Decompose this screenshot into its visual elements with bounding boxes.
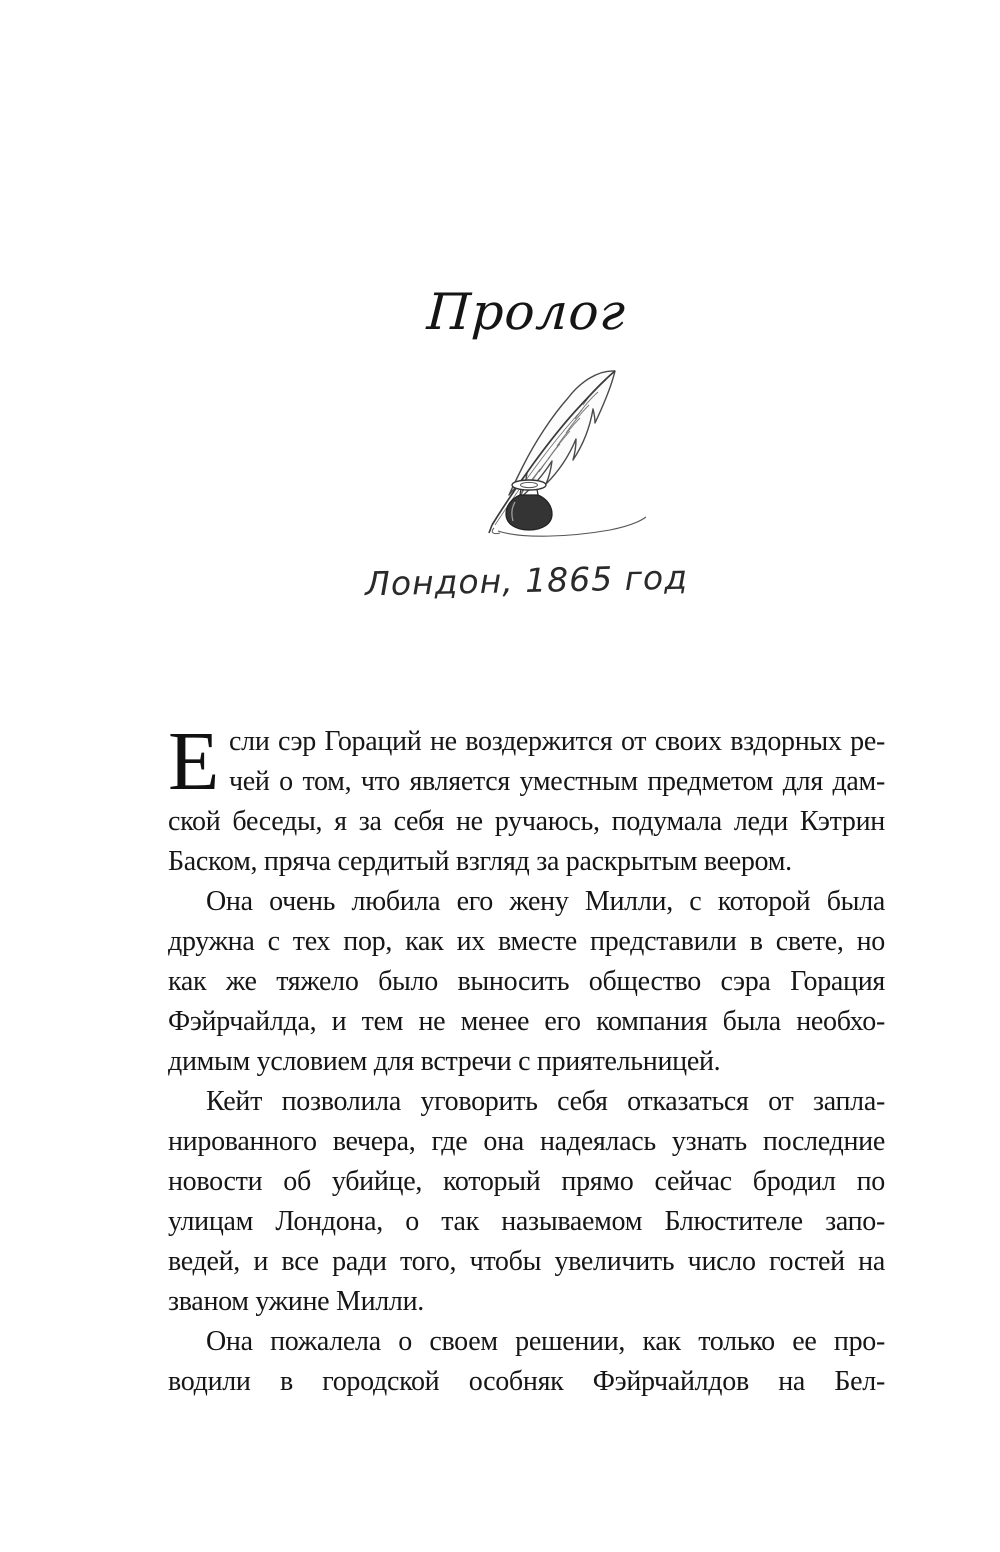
text-line: Кейт позволила уговорить себя отказаться от запла- xyxy=(206,1086,885,1117)
text-line: новости об убийце, который прямо сейчас бродил по xyxy=(168,1166,885,1197)
text-line: ведей, и все ради того, чтобы увеличить число гостей на xyxy=(168,1246,885,1277)
text-line: Она пожалела о своем решении, как только ее про- xyxy=(206,1326,885,1357)
text-line: Она очень любила его жену Милли, с которой была xyxy=(206,886,885,917)
text-line: дружна с тех пор, как их вместе представили в свете, но xyxy=(168,926,885,957)
text-line: димым условием для встречи с приятельницей. xyxy=(168,1046,721,1077)
text-line: ской беседы, я за себя не ручаюсь, подумала леди Кэтрин xyxy=(168,806,885,837)
quill-and-inkwell-icon xyxy=(480,368,650,540)
text-line: званом ужине Милли. xyxy=(168,1286,424,1317)
paragraph xyxy=(168,1322,885,1402)
text-line: как же тяжело было выносить общество сэра Горация xyxy=(168,966,885,997)
text-line: Фэйрчайлда, и тем не менее его компания была необхо- xyxy=(168,1006,885,1037)
text-line: водили в городской особняк Фэйрчайлдов на Бел- xyxy=(168,1366,885,1397)
drop-cap: Е xyxy=(168,715,220,808)
paragraph xyxy=(168,1082,885,1322)
text-line: нированного вечера, где она надеялась узнать последние xyxy=(168,1126,885,1157)
paragraph xyxy=(168,715,885,882)
dateline: Лондон, 1865 год xyxy=(364,557,689,604)
body-text xyxy=(168,715,885,1402)
chapter-title: Пролог xyxy=(425,283,628,341)
paragraph xyxy=(168,882,885,1082)
quill-and-inkwell-illustration xyxy=(480,368,650,540)
text-line: Баском, пряча сердитый взгляд за раскрытым веером. xyxy=(168,846,792,877)
text-line: сли сэр Гораций не воздержится от своих вздорных ре- xyxy=(229,726,885,757)
text-line: чей о том, что является уместным предметом для дам- xyxy=(229,766,885,797)
text-line: улицам Лондона, о так называемом Блюстителе запо- xyxy=(168,1206,885,1237)
